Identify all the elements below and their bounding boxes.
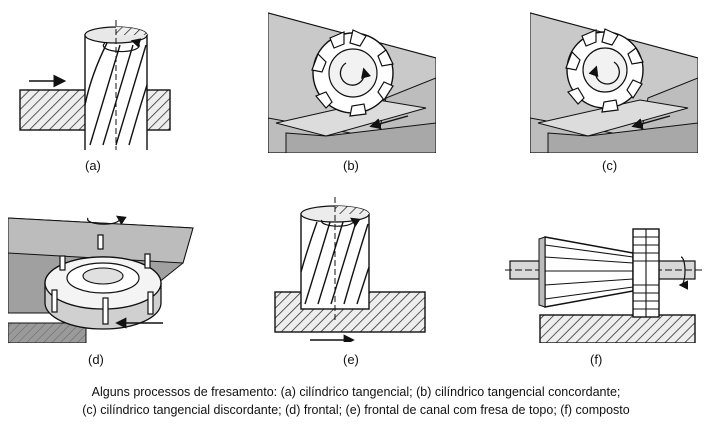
panel-f-diagram	[505, 215, 705, 343]
figure-caption-line-1: Alguns processos de fresamento: (a) cilíndrico tangencial; (b) cilíndrico tangencial concordante;	[91, 385, 621, 399]
panel-d-label: (d)	[88, 352, 104, 367]
panel-c-diagram	[530, 8, 698, 153]
panel-a-label: (a)	[85, 158, 101, 173]
panel-e-diagram	[272, 192, 432, 342]
panel-c-label: (c)	[602, 158, 618, 173]
panel-d-diagram	[8, 208, 203, 343]
panel-e-label: (e)	[343, 352, 359, 367]
panel-b-label: (b)	[343, 158, 359, 173]
panel-a-diagram	[15, 15, 190, 150]
figure-caption-line-2: (c) cilíndrico tangencial discordante; (d) frontal; (e) frontal de canal com fresa de topo; (f) composto	[82, 403, 630, 417]
panel-b-diagram	[268, 8, 436, 153]
panel-f-label: (f)	[590, 352, 603, 367]
